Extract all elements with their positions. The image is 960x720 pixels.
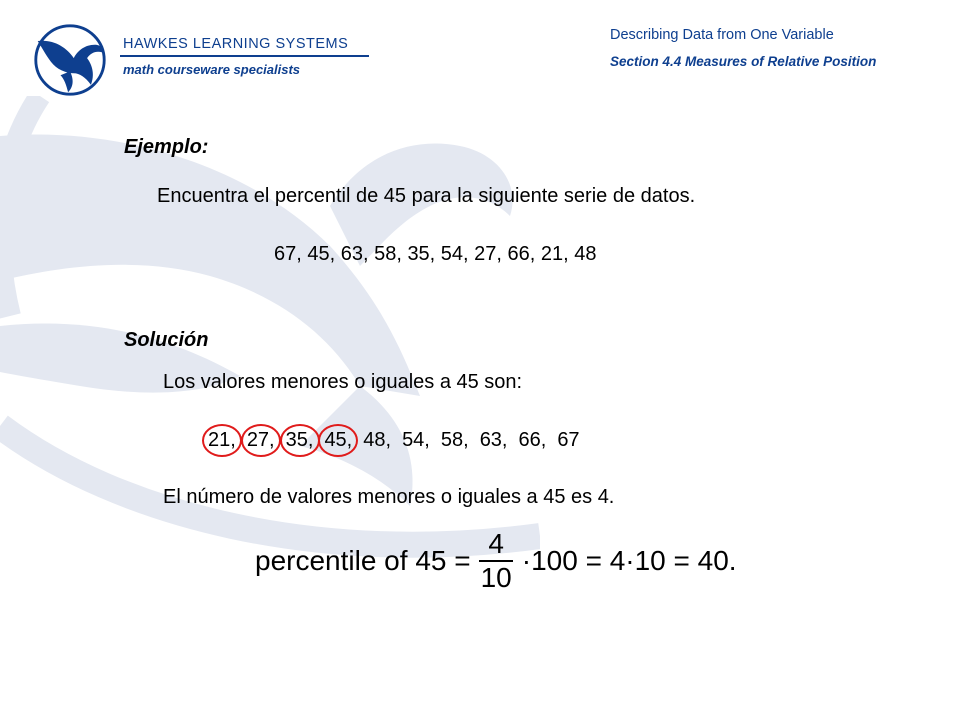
solution-heading: Solución: [124, 329, 209, 351]
formula-lhs: percentile of 45 =: [255, 545, 471, 576]
sorted-values-list: [208, 429, 591, 452]
percentile-formula: [255, 528, 737, 594]
example-heading: Ejemplo:: [124, 136, 209, 158]
hawk-logo-icon: [32, 22, 108, 98]
circled-value: 21,: [208, 429, 236, 451]
circled-value: 45,: [324, 429, 353, 451]
count-statement: El número de valores menores o iguales a 45 es 4.: [163, 486, 615, 508]
formula-rhs: ·100 = 4·10 = 40.: [521, 545, 737, 576]
section-title: Section 4.4 Measures of Relative Position: [610, 54, 877, 69]
brand-divider: [120, 55, 369, 57]
sorted-value: 66,: [518, 429, 547, 451]
sorted-value: 67: [557, 429, 580, 451]
sorted-value: 63,: [479, 429, 508, 451]
circled-value: 27,: [246, 429, 275, 451]
formula-fraction: [477, 528, 516, 594]
chapter-title: Describing Data from One Variable: [610, 27, 834, 43]
sorted-value: 58,: [440, 429, 469, 451]
fraction-denominator: 10: [480, 562, 512, 593]
brand-tagline: math courseware specialists: [123, 62, 301, 77]
example-prompt: Encuentra el percentil de 45 para la siguiente serie de datos.: [157, 185, 696, 207]
fraction-numerator: 4: [488, 528, 504, 559]
brand-name: HAWKES LEARNING SYSTEMS: [123, 36, 349, 52]
dataset-values: 67, 45, 63, 58, 35, 54, 27, 66, 21, 48: [274, 243, 597, 265]
circled-value: 35,: [285, 429, 314, 451]
solution-intro: Los valores menores o iguales a 45 son:: [163, 371, 523, 393]
sorted-value: 48,: [363, 429, 392, 451]
sorted-value: 54,: [402, 429, 430, 451]
